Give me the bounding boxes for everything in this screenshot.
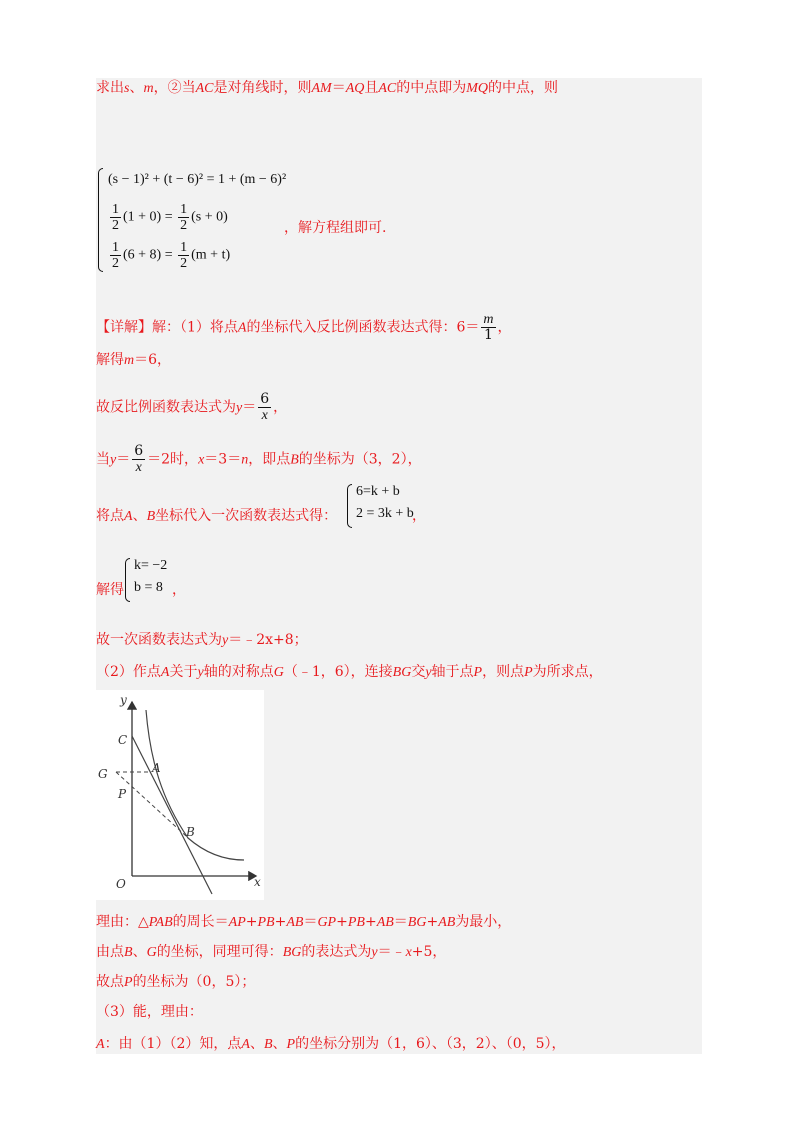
comma: ， <box>412 508 426 524</box>
linear-function-line: 故一次函数表达式为y＝﹣2x+8； <box>96 632 308 648</box>
label-o: O <box>116 877 126 891</box>
brace <box>347 484 352 528</box>
dashed-gb <box>116 772 186 836</box>
reason-line-2: 由点B、G的坐标，同理可得：BG的表达式为y＝﹣x+5， <box>96 944 447 960</box>
reason-line-3: 故点P的坐标为（0，5）； <box>96 974 256 990</box>
part3-detail-line: A：由（1）（2）知，点A、B、P的坐标分别为（1，6）、（3，2）、（0，5）， <box>96 1036 566 1052</box>
system-row-1: (s − 1)² + (t − 6)² = 1 + (m − 6)² <box>108 172 287 187</box>
comma: ， <box>172 582 186 598</box>
linear-system-row-2: 2 = 3k + b <box>356 506 414 521</box>
point-b-line: 当y＝ $\frac{6}{x}$ ＝2时，x＝3＝n，即点B的坐标为（3，2）， <box>96 443 422 475</box>
label-a: A <box>152 761 161 775</box>
part2-line: （2）作点A关于y轴的对称点G（﹣1，6），连接BG交y轴于点P，则点P为所求点， <box>96 664 603 680</box>
part3-line: （3）能，理由： <box>96 1004 203 1020</box>
label-x: x <box>254 875 261 889</box>
linear-system-row-1: 6=k + b <box>356 484 400 499</box>
intro-line: 求出s、m，②当AC是对角线时，则AM＝AQ且AC的中点即为MQ的中点，则 <box>96 80 559 96</box>
solve-m-line: 解得m＝6， <box>96 352 172 368</box>
label-g: G <box>98 767 108 781</box>
label-y: y <box>120 693 127 707</box>
system-row-3: $\frac{1}{2}$ (6 + 8) = $\frac{1}{2}$ (m + t) <box>112 240 231 271</box>
line-ab <box>132 736 212 894</box>
brace <box>98 168 103 272</box>
system-tail-text: ，解方程组即可. <box>284 220 387 236</box>
system-row-2: $\frac{1}{2}$ (1 + 0) = $\frac{1}{2}$ (s + 0) <box>112 202 228 233</box>
label-c: C <box>118 733 128 747</box>
inverse-function-line: 故反比例函数表达式为y＝ $\frac{6}{x}$ ， <box>96 391 288 423</box>
solution-row-1: k= −2 <box>134 558 168 573</box>
detail-line: 【详解】解：（1）将点A的坐标代入反比例函数表达式得：6＝ $\frac{m}{1}$ ， <box>96 312 512 343</box>
label-b: B <box>186 825 195 839</box>
hyperbola-curve <box>146 710 244 860</box>
reason-line-1: 理由：△PAB的周长＝AP+PB+AB＝GP+PB+AB＝BG+AB为最小， <box>96 914 512 930</box>
graph-figure <box>96 690 264 900</box>
brace <box>125 558 130 602</box>
solution-row-2: b = 8 <box>134 580 163 595</box>
substitution-line: 将点A、B坐标代入一次函数表达式得： <box>96 508 338 524</box>
label-p: P <box>118 787 127 801</box>
solution-label: 解得 <box>96 582 124 598</box>
